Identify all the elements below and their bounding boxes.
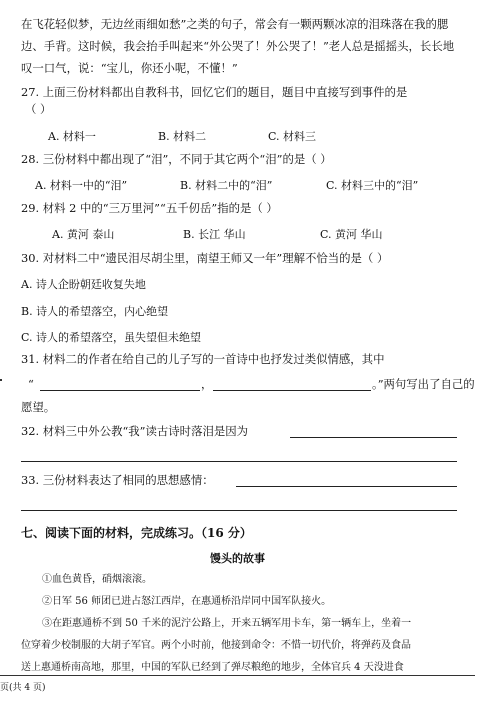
question-32-blank-2[interactable] [21, 461, 457, 462]
question-28-option-b[interactable]: B. 材料二中的“泪” [180, 179, 273, 192]
question-30-option-a[interactable]: A. 诗人企盼朝廷收复失地 [21, 278, 146, 291]
question-33-blank-2[interactable] [21, 510, 457, 511]
question-27-text: 27. 上面三份材料都出自教科书，回忆它们的题目，题目中直接写到事件的是 [21, 85, 408, 99]
question-31-end: 愿望。 [21, 400, 56, 414]
question-31-open-quote: “ [28, 377, 34, 391]
question-31-tail: 。”两句写出了自己的 [372, 377, 475, 391]
section-7-heading: 七、阅读下面的材料，完成练习。（16 分） [21, 526, 252, 540]
story-paragraph-3-cont: 送上惠通桥南高地，那里，中国的军队已经到了弹尽粮绝的地步，全体官兵 4 天没进食 [21, 662, 404, 673]
question-31-comma: ， [201, 377, 213, 391]
question-29-option-b[interactable]: B. 长江 华山 [183, 228, 246, 241]
question-30-option-c[interactable]: C. 诗人的希望落空，虽失望但未绝望 [21, 331, 202, 344]
question-28-option-a[interactable]: A. 材料一中的“泪” [35, 179, 128, 192]
question-27-option-a[interactable]: A. 材料一 [48, 130, 96, 143]
page-edge-mark [0, 379, 2, 381]
footer-rule [0, 675, 475, 676]
question-31-blank-1[interactable] [40, 390, 200, 391]
question-31-blank-2[interactable] [213, 390, 371, 391]
page-number: 页(共 4 页) [0, 683, 46, 693]
story-paragraph-2: ②日军 56 师团已进占怒江西岸，在惠通桥沿岸同中国军队接火。 [42, 596, 332, 607]
question-28-text: 28. 三份材料中都出现了“泪”，不同于其它两个“泪”的是（ ） [21, 152, 332, 166]
question-32-text: 32. 材料三中外公教“我”读古诗时落泪是因为 [21, 424, 249, 438]
question-29-text: 29. 材料 2 中的“三万里河”“五千仞岳”指的是（ ） [21, 201, 278, 215]
question-29-option-a[interactable]: A. 黄河 泰山 [52, 228, 115, 241]
question-27-answer-paren[interactable]: （ ） [25, 102, 52, 116]
question-27-option-b[interactable]: B. 材料二 [158, 130, 207, 143]
question-32-blank-1[interactable] [290, 437, 457, 438]
passage-line: 在飞花轻似梦，无边丝雨细如愁”之类的句子，常会有一颗两颗冰凉的泪珠落在我的腮 [21, 17, 449, 31]
passage-line: 边、手背。这时候，我会抬手叫起来“外公哭了！外公哭了！”老人总是摇摇头，长长地 [21, 39, 455, 53]
question-30-option-b[interactable]: B. 诗人的希望落空，内心绝望 [21, 305, 169, 318]
question-33-blank-1[interactable] [236, 486, 457, 487]
question-28-option-c[interactable]: C. 材料三中的“泪” [326, 179, 419, 192]
passage-line: 叹一口气，说：“宝儿，你还小呢，不懂！” [21, 61, 238, 75]
story-paragraph-3-cont: 位穿着少校制服的大胡子军官。两个小时前，他接到命令：不惜一切代价，将弹药及食品 [21, 640, 411, 651]
story-title: 馒头的故事 [210, 552, 265, 565]
question-27-option-c[interactable]: C. 材料三 [268, 130, 317, 143]
story-paragraph-1: ①血色黄昏，硝烟滚滚。 [42, 574, 152, 585]
question-29-option-c[interactable]: C. 黄河 华山 [320, 228, 383, 241]
question-33-text: 33. 三份材料表达了相同的思想感情： [21, 473, 214, 487]
story-paragraph-3: ③在距惠通桥不到 50 千米的泥泞公路上，开来五辆军用卡车，第一辆车上，坐着一 [42, 618, 412, 629]
question-31-text: 31. 材料二的作者在给自己的儿子写的一首诗中也抒发过类似情感，其中 [21, 352, 385, 366]
question-30-text: 30. 对材料二中“遗民泪尽胡尘里，南望王师又一年”理解不恰当的是（ ） [21, 251, 389, 265]
